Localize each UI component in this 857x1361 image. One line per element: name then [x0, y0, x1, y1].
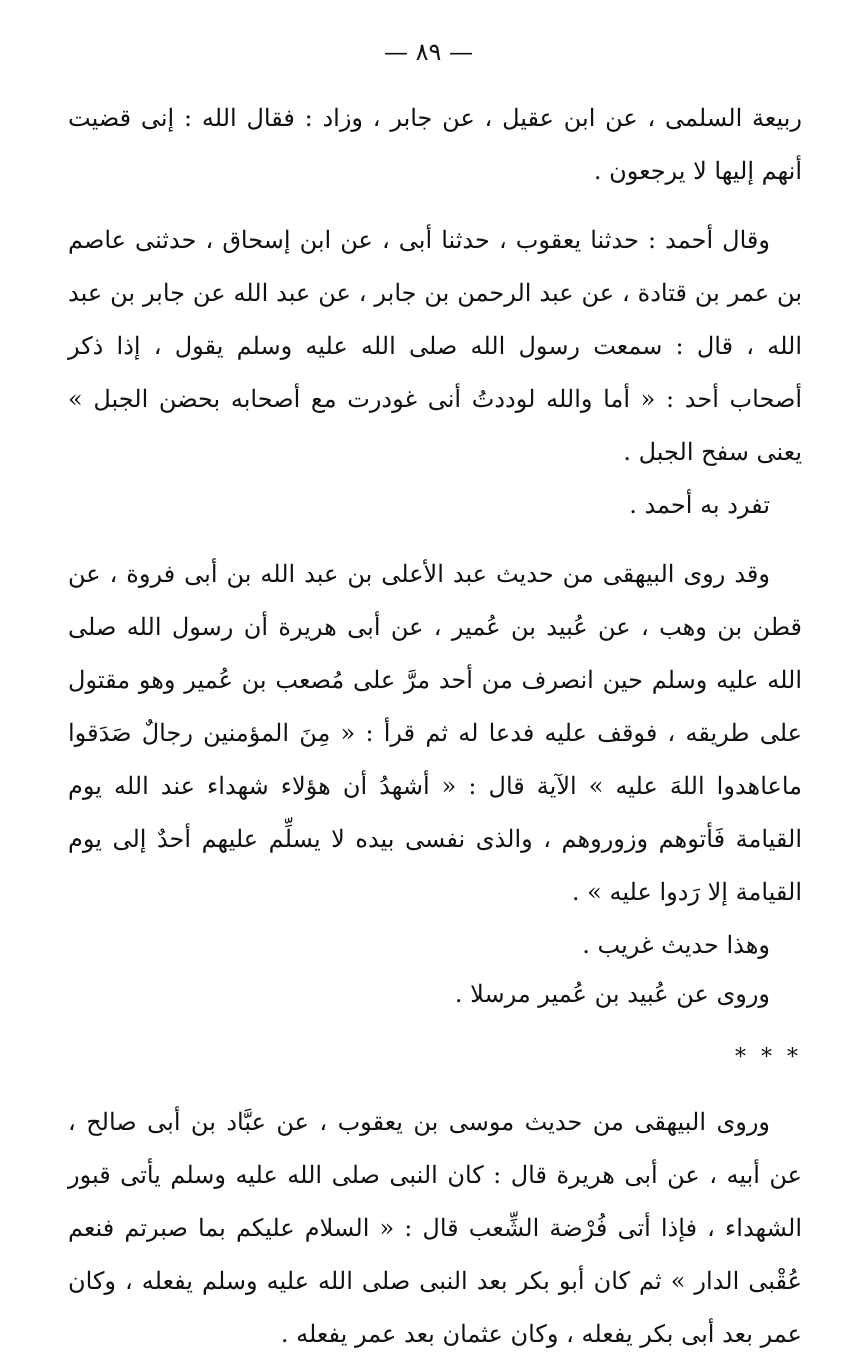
body-text: [68, 92, 802, 1361]
section-separator: * * *: [735, 1045, 802, 1070]
paragraph-2: وقال أحمد : حدثنا يعقوب ، حدثنا أبى ، عن ابن إسحاق ، حدثنى عاصم بن عمر بن قتادة ، عن عبد الرحمن بن جابر ، عن عبد الله عن جابر بن عبد الله ، قال : سمعت رسول الله صلى الله عليه وسلم يقول ، إذا ذكر أصحاب أحد : « أما والله لوددتُ أنى غودرت مع أصحابه بحضن الجبل » يعنى سفح الجبل .: [68, 226, 802, 466]
paragraph-1: ربيعة السلمى ، عن ابن عقيل ، عن جابر ، وزاد : فقال الله : إنى قضيت أنهم إليها لا يرجعون .: [68, 104, 802, 185]
paragraph-spacer: [68, 532, 802, 548]
paragraph-3: تفرد به أحمد .: [629, 491, 770, 519]
paragraph-5: وهذا حديث غريب .: [582, 931, 770, 959]
page-number: — ٨٩ —: [383, 38, 474, 66]
paragraph-spacer: [68, 198, 802, 214]
paragraph-7: وروى البيهقى من حديث موسى بن يعقوب ، عن عبَّاد بن أبى صالح ، عن أبيه ، عن أبى هريرة قال : كان النبى صلى الله عليه وسلم يأتى قبور الشهداء ، فإذا أتى فُرْضة الشِّعب قال : « السلام عليكم بما صبرتم فنعم عُقْبى الدار » ثم كان أبو بكر بعد النبى صلى الله عليه وسلم يفعله ، وكان عمر بعد أبى بكر يفعله ، وكان عثمان بعد عمر يفعله .: [68, 1108, 802, 1348]
paragraph-4: وقد روى البيهقى من حديث عبد الأعلى بن عبد الله بن أبى فروة ، عن قطن بن وهب ، عن عُبيد بن عُمير ، عن أبى هريرة أن رسول الله صلى الله عليه وسلم حين انصرف من أحد مرَّ على مُصعب بن عُمير وهو مقتول على طريقه ، فوقف عليه فدعا له ثم قرأ : « مِنَ المؤمنين رجالٌ صَدَقوا ماعاهدوا اللهَ عليه » الآية قال : « أشهدُ أن هؤلاء شهداء عند الله يوم القيامة فَأتوهم وزوروهم ، والذى نفسى بيده لا يسلِّم عليهم أحدٌ إلى يوم القيامة إلا رَدوا عليه » .: [68, 560, 802, 906]
paragraph-6: وروى عن عُبيد بن عُمير مرسلا .: [454, 980, 770, 1008]
